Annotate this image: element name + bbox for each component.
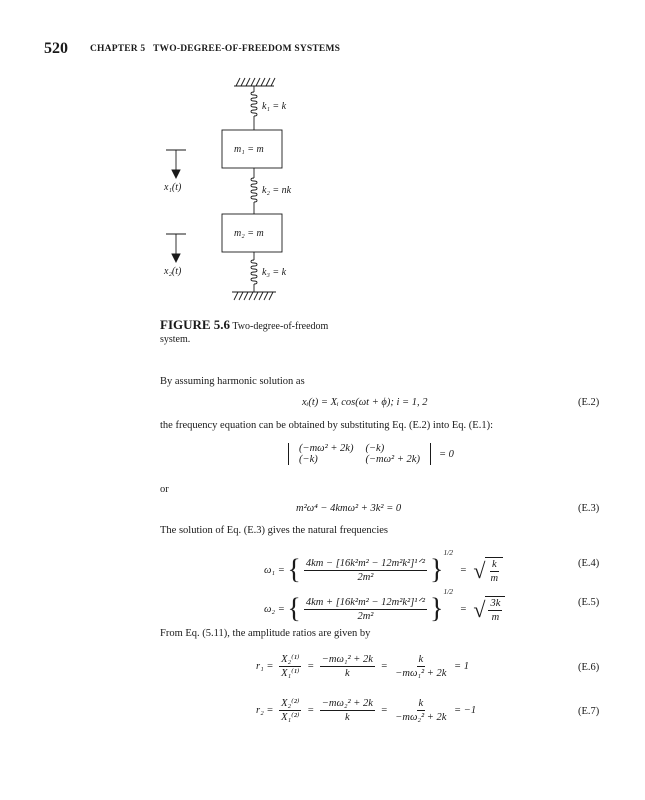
det-b: (−k): [365, 443, 385, 454]
equation-e2: xᵢ(t) = Xᵢ cos(ωt + ϕ); i = 1, 2: [302, 397, 428, 408]
spring-k1: [251, 86, 257, 130]
w1-power: 1/2: [443, 548, 454, 557]
paragraph-2: the frequency equation can be obtained by substituting Eq. (E.2) into Eq. (E.1):: [160, 420, 493, 431]
spring-k2: [251, 168, 257, 214]
label-k3: k₃ = k: [262, 267, 287, 278]
eq-number-e7: (E.7): [578, 706, 600, 717]
equation-e7: r₂ = $\frac{\text{X₂⁽²⁾}}{\text{X₁⁽²⁾}}$ = $\frac{\text{−mω₂² + 2k}}{k}$ = $\frac{k}{\text{−mω₂² + 2k}}$ = −1: [256, 698, 477, 723]
paragraph-1: By assuming harmonic solution as: [160, 376, 305, 387]
r2-f3-num: k: [418, 698, 424, 709]
w1-root-den: m: [490, 572, 499, 584]
w2-sqrt: √ $\frac{3k}{m}$: [473, 596, 505, 624]
r1-f1-den: X₁⁽¹⁾: [281, 668, 300, 679]
r1-f3-den: −mω₁² + 2k: [395, 668, 447, 679]
w2-root-den: m: [491, 611, 500, 623]
w2-fraction: [304, 596, 427, 623]
arrow-x2: [166, 234, 186, 262]
r1-lhs: r₁ =: [256, 661, 274, 672]
caption-label: FIGURE 5.6: [160, 317, 231, 332]
det-c: (−k): [299, 454, 318, 465]
label-x2: x₂(t): [164, 266, 182, 277]
w1-fraction: [304, 557, 427, 584]
w1-root-num: k: [491, 558, 497, 570]
w2-power: 1/2: [443, 587, 454, 596]
w2-denominator: 2m²: [357, 611, 374, 623]
eq-number-e6: (E.6): [578, 662, 600, 673]
label-m1: m₁ = m: [234, 144, 264, 155]
equation-e4: ω₁ = { $\frac{\text{4km − [16k²m² − 12m²k²]¹ᐟ²}}{\text{2m²}}$ }$^{1/2}$ = √ $\frac{k}{m}$: [264, 548, 503, 587]
r1-value: = 1: [454, 661, 470, 672]
r2-lhs: r₂ =: [256, 705, 274, 716]
r1-f1-num: X₂⁽¹⁾: [281, 654, 300, 665]
label-k2: k₂ = nk: [262, 185, 292, 196]
eq-number-e3: (E.3): [578, 503, 600, 514]
r2-f2-den: k: [345, 712, 350, 723]
eq-number-e5: (E.5): [578, 597, 600, 608]
determinant: [288, 443, 431, 465]
arrow-x1: [166, 150, 186, 178]
det-equals: = 0: [438, 448, 454, 460]
w1-sqrt: √ $\frac{k}{m}$: [473, 557, 503, 585]
caption-text: Two-degree-of-freedom system.: [160, 321, 329, 345]
figure-caption: [160, 318, 330, 346]
chapter-title: TWO-DEGREE-OF-FREEDOM SYSTEMS: [153, 44, 341, 54]
w2-root-num: 3k: [490, 597, 501, 609]
det-d: (−mω² + 2k): [365, 454, 420, 465]
paragraph-4: The solution of Eq. (E.3) gives the natural frequencies: [160, 525, 389, 536]
w1-lhs: ω₁ =: [264, 565, 285, 577]
r2-f1-den: X₁⁽²⁾: [281, 712, 300, 723]
label-m2: m₂ = m: [234, 228, 264, 239]
paragraph-5: From Eq. (5.11), the amplitude ratios are given by: [160, 628, 371, 639]
r1-f3-num: k: [418, 654, 424, 665]
label-k1: k₁ = k: [262, 101, 287, 112]
w2-numerator: 4km + [16k²m² − 12m²k²]¹ᐟ²: [305, 597, 426, 609]
label-x1: x₁(t): [164, 182, 182, 193]
equation-e5: ω₂ = { $\frac{\text{4km + [16k²m² − 12m²k²]¹ᐟ²}}{\text{2m²}}$ }$^{1/2}$ = √ $\frac{3k}{m}$: [264, 587, 505, 626]
determinant-equation: [288, 443, 454, 465]
equation-e6: r₁ = $\frac{\text{X₂⁽¹⁾}}{\text{X₁⁽¹⁾}}$ = $\frac{\text{−mω₁² + 2k}}{k}$ = $\frac{k}{\text{−mω₁² + 2k}}$ = 1: [256, 654, 470, 679]
bottom-ground: [232, 292, 276, 300]
r2-value: = −1: [454, 705, 477, 716]
spring-k3: [251, 252, 257, 292]
w1-numerator: 4km − [16k²m² − 12m²k²]¹ᐟ²: [305, 558, 426, 570]
chapter-label: CHAPTER 5: [90, 44, 146, 54]
det-a: (−mω² + 2k): [299, 443, 354, 454]
page-number: 520: [44, 40, 68, 57]
r2-f2-num: −mω₂² + 2k: [321, 698, 373, 709]
w2-lhs: ω₂ =: [264, 604, 285, 616]
w1-denominator: 2m²: [357, 572, 374, 584]
r1-f2-den: k: [345, 668, 350, 679]
equation-e3: m²ω⁴ − 4kmω² + 3k² = 0: [296, 503, 402, 514]
paragraph-3: or: [160, 484, 169, 495]
r2-f1-num: X₂⁽²⁾: [281, 698, 300, 709]
eq-number-e4: (E.4): [578, 558, 600, 569]
r1-f2-num: −mω₁² + 2k: [321, 654, 373, 665]
r2-f3-den: −mω₂² + 2k: [395, 712, 447, 723]
eq-number-e2: (E.2): [578, 397, 600, 408]
top-ground: [234, 78, 275, 86]
